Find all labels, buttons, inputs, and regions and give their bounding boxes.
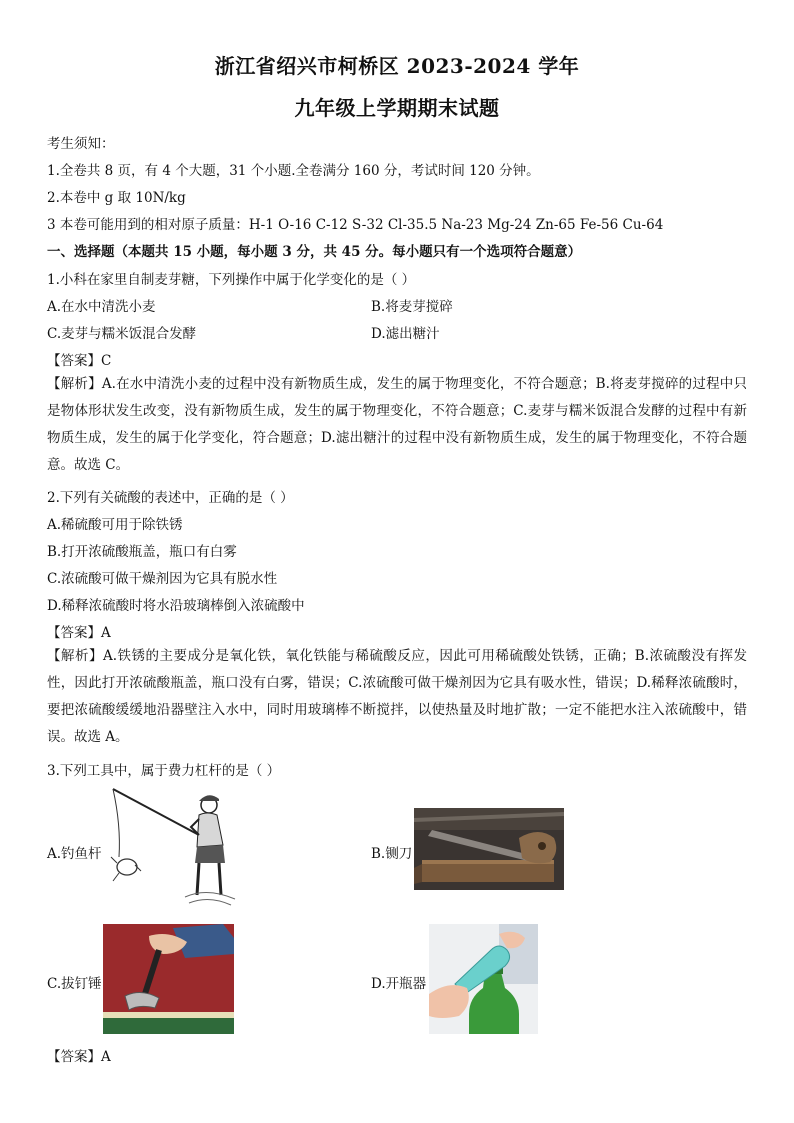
title-line-2: 九年级上学期期末试题 [294, 96, 500, 120]
question-2-stem: 2.下列有关硫酸的表述中，正确的是（ ） [47, 490, 294, 506]
question-1-answer: 【答案】C [47, 353, 112, 369]
question-2-option-a: A.稀硫酸可用于除铁锈 [47, 517, 183, 533]
section-heading: 一、选择题（本题共 15 小题，每小题 3 分，共 45 分。每小题只有一个选项符合题意） [47, 244, 582, 260]
fishing-rod-image [107, 785, 242, 910]
notice-item-2: 2.本卷中 g 取 10N/kg [47, 190, 186, 206]
question-2-option-d: D.稀释浓硫酸时将水沿玻璃棒倒入浓硫酸中 [47, 598, 305, 614]
question-2-option-b: B.打开浓硫酸瓶盖，瓶口有白雾 [47, 544, 237, 560]
question-2-analysis: 【解析】A.铁锈的主要成分是氧化铁，氧化铁能与稀硫酸反应，因此可用稀硫酸处铁锈，正确；B.浓硫酸没有挥发性，因此打开浓硫酸瓶盖，瓶口没有白雾，错误；C.浓硫酸可做干燥剂因为它具有吸水性，错误；D.稀释浓硫酸时，要把浓硫酸缓缓地沿器壁注入水中，同时用玻璃棒不断搅拌，以使热量及时地扩散；一定不能把水注入浓硫酸中，错误。故选 A。 [47, 648, 747, 745]
question-1-option-b: B.将麦芽搅碎 [371, 299, 453, 315]
bottle-opener-image [429, 924, 538, 1034]
title-line-1: 浙江省绍兴市柯桥区 2023-2024 学年 [214, 54, 580, 78]
claw-hammer-image [103, 924, 234, 1034]
question-1-option-a: A.在水中清洗小麦 [47, 299, 156, 315]
question-1-analysis: 【解析】A.在水中清洗小麦的过程中没有新物质生成，发生的属于物理变化，不符合题意；B.将麦芽搅碎的过程中只是物体形状发生改变，没有新物质生成，发生的属于物理变化，不符合题意；C.麦芽与糯米饭混合发酵的过程中有新物质生成，发生的属于化学变化，符合题意；D.滤出糖汁的过程中没有新物质生成，发生的属于物理变化，不符合题意。故选 C。 [47, 376, 747, 473]
question-2-answer: 【答案】A [47, 625, 111, 641]
question-2-option-c: C.浓硫酸可做干燥剂因为它具有脱水性 [47, 571, 278, 587]
notice-item-1: 1.全卷共 8 页，有 4 个大题，31 个小题.全卷满分 160 分，考试时间 120 分钟。 [47, 163, 540, 179]
question-3-stem: 3.下列工具中，属于费力杠杆的是（ ） [47, 763, 281, 779]
notice-heading: 考生须知： [47, 136, 115, 152]
question-3-option-d: D.开瓶器 [371, 976, 427, 992]
question-3-option-b: B.铡刀 [371, 846, 413, 862]
notice-item-3: 3 本卷可能用到的相对原子质量：H-1 O-16 C-12 S-32 Cl-35.5 Na-23 Mg-24 Zn-65 Fe-56 Cu-64 [47, 217, 664, 233]
fodder-chopper-image [414, 808, 564, 890]
question-3-answer: 【答案】A [47, 1049, 111, 1065]
question-1-option-c: C.麦芽与糯米饭混合发酵 [47, 326, 197, 342]
question-1-stem: 1.小科在家里自制麦芽糖，下列操作中属于化学变化的是（ ） [47, 272, 416, 288]
question-3-option-a: A.钓鱼杆 [47, 846, 102, 862]
question-1-option-d: D.滤出糖汁 [371, 326, 440, 342]
question-3-option-c: C.拔钉锤 [47, 976, 102, 992]
